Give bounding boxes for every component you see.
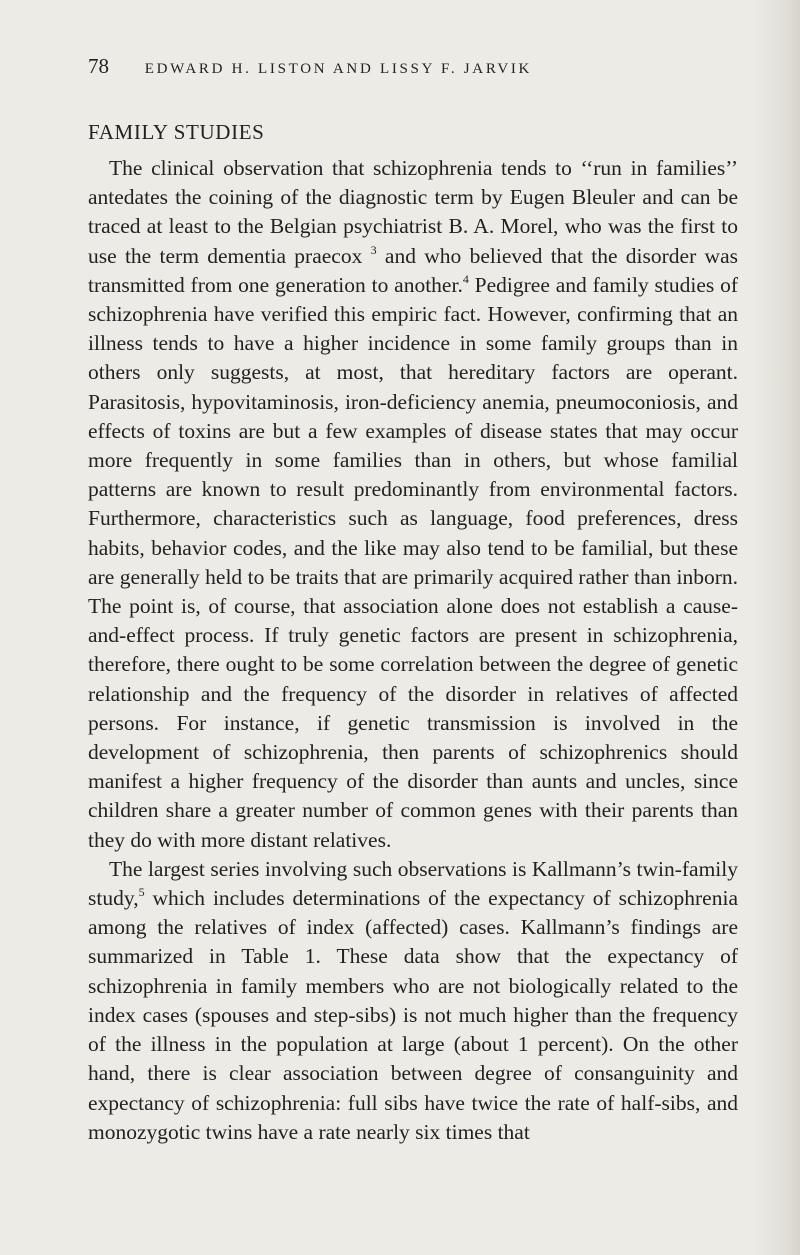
footnote-ref-4: 4 [462, 271, 469, 286]
paragraph-2-part-b: which includes determinations of the expectancy of schizophrenia among the relatives of index (affected) cases. Kallmann’s findings are summarized in Table 1. These data show that the expectancy of schizophrenia in family members who are not biologically related to the index cases (spouses and step-sibs) is not much higher than the frequency of the illness in the population at large (about 1 percent). On the other hand, there is clear association between degree of consanguinity and expectancy of schizophrenia: full sibs have twice the rate of half-sibs, and monozygotic twins have a rate nearly six times that [88, 886, 738, 1144]
section-title: FAMILY STUDIES [88, 120, 265, 144]
paragraph-2-part-a: The largest series involving such observations is Kallmann’s twin-family study, [88, 856, 738, 911]
running-head [88, 54, 748, 79]
footnote-ref-5: 5 [138, 885, 145, 900]
page-number: 78 [88, 54, 109, 78]
paragraph-1-part-c: Pedigree and family studies of schizophrenia have verified this empiric fact. However, confirming that an illness tends to have a higher incidence in some family groups than in others only suggests, at most, that hereditary factors are operant. Parasitosis, hypovitaminosis, iron-deficiency anemia, pneumoconiosis, and effects of toxins are but a few examples of disease states that may occur more frequently in some families than in others, but whose familial patterns are known to result predominantly from environmental factors. Furthermore, characteristics such as language, food preferences, dress habits, behavior codes, and the like may also tend to be familial, but these are generally held to be traits that are primarily acquired rather than inborn. The point is, of course, that association alone does not establish a cause-and-effect process. If truly genetic factors are present in schizophrenia, therefore, there ought to be some correlation between the degree of genetic relationship and the frequency of the disorder in relatives of affected persons. For instance, if genetic transmission is involved in the development of schizophrenia, then parents of schizophrenics should manifest a higher frequency of the disorder than aunts and uncles, since children share a greater number of common genes with their parents than they do with more distant relatives. [88, 272, 738, 852]
paragraph-1 [88, 154, 738, 855]
paragraph-1-part-a: The clinical observation that schizophrenia tends to ‘‘run in families’’ antedates the coining of the diagnostic term by Eugen Bleuler and can be traced at least to the Belgian psychiatrist B. A. Morel, who was the first to use the term dementia praecox [88, 156, 738, 268]
footnote-ref-3: 3 [370, 242, 377, 257]
paragraph-2 [88, 855, 738, 1147]
paragraph-1-part-b: and who believed that the disorder was transmitted from one generation to another. [88, 243, 738, 297]
body-text [88, 154, 738, 1147]
running-head-authors: EDWARD H. LISTON AND LISSY F. JARVIK [144, 61, 533, 77]
